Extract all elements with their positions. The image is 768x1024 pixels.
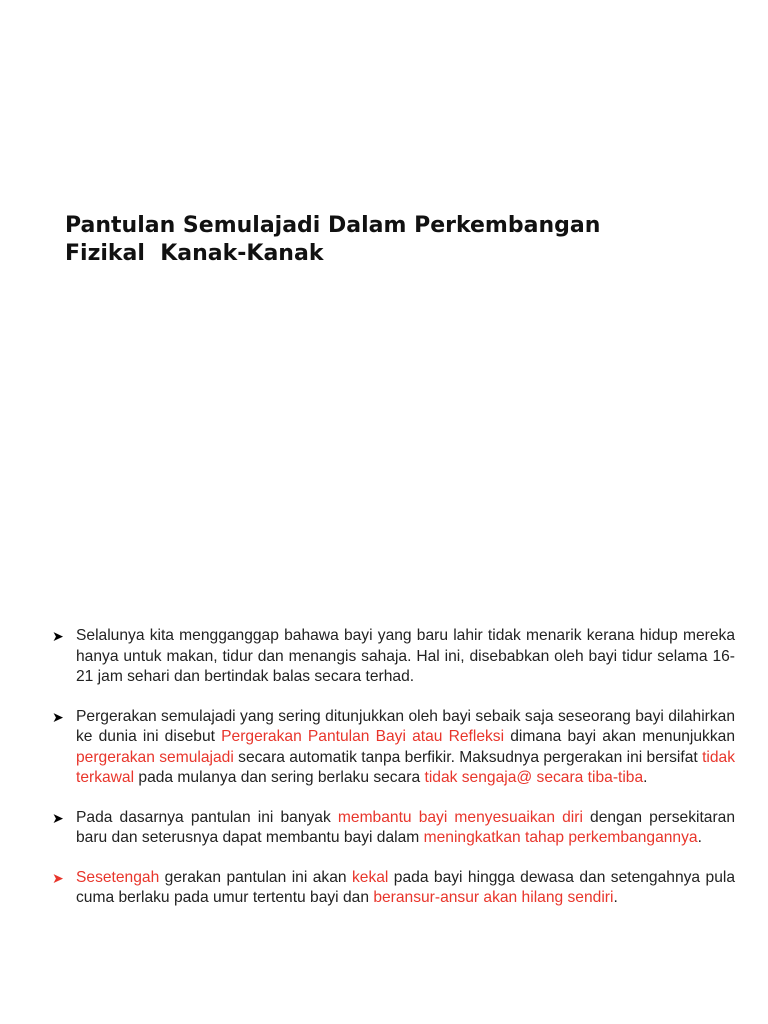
highlight-pergerakan-semulajadi: pergerakan semulajadi [76,748,234,766]
bullet-3-text: Pada dasarnya pantulan ini banyak [76,808,338,826]
bullet-3-text: dengan persekitaran baru dan seterusnya dapat membantu bayi dalam [76,808,735,846]
bullet-item-1 [52,626,735,688]
bullet-item-4 [52,868,735,909]
bullet-item-3 [52,808,735,849]
bullet-2-text: dimana bayi akan menunjukkan [504,728,735,745]
highlight-kekal: kekal [351,868,389,886]
highlight-beransur-ansur: beransur-ansur akan hilang sendiri [373,889,614,906]
bullet-2-text: . [643,769,648,786]
title-line-1: Pantulan Semulajadi Dalam Perkembangan [65,213,601,238]
highlight-sesetengah: Sesetengah [76,868,160,886]
page-title [65,212,725,268]
bullet-2-text: Pergerakan semulajadi yang sering ditunjukkan oleh bayi sebaik saja seseorang bayi dilahirkan ke dunia ini disebut [76,707,735,745]
arrowhead-bullet-icon: ➤ [52,708,64,725]
bullet-item-2 [52,707,735,789]
bullet-4-text: pada bayi hingga dewasa dan setengahnya pula cuma berlaku pada umur tertentu bayi dan [76,868,735,906]
bullet-list [52,626,735,909]
bullet-2-text: pada mulanya dan sering berlaku secara [134,769,425,786]
highlight-tidak-terkawal: tidak terkawal [76,748,736,786]
highlight-meningkatkan-tahap: meningkatkan tahap perkembangannya [423,829,698,846]
highlight-tidak-sengaja: tidak sengaja@ secara tiba-tiba [424,769,644,786]
highlight-refleksi: Pergerakan Pantulan Bayi atau Refleksi [221,728,505,745]
bullet-3-text: . [697,829,702,846]
bullet-2-text: secara automatik tanpa berfikir. Maksudnya pergerakan ini bersifat [233,748,703,766]
arrowhead-bullet-icon: ➤ [52,628,64,644]
arrowhead-bullet-icon: ➤ [52,869,64,886]
bullet-4-text: gerakan pantulan ini akan [159,868,352,886]
arrowhead-bullet-icon: ➤ [52,809,64,826]
title-line-2: Fizikal Kanak-Kanak [65,241,324,266]
highlight-membantu-bayi: membantu bayi menyesuaikan diri [337,808,583,826]
bullet-1-text: Selalunya kita mengganggap bahawa bayi yang baru lahir tidak menarik kerana hidup mereka hanya untuk makan, tidur dan menangis sahaja. Hal ini, disebabkan oleh bayi tidur selama 16-21 jam sehari dan bertindak balas secara terhad. [76,627,735,685]
bullet-4-text: . [613,889,618,906]
